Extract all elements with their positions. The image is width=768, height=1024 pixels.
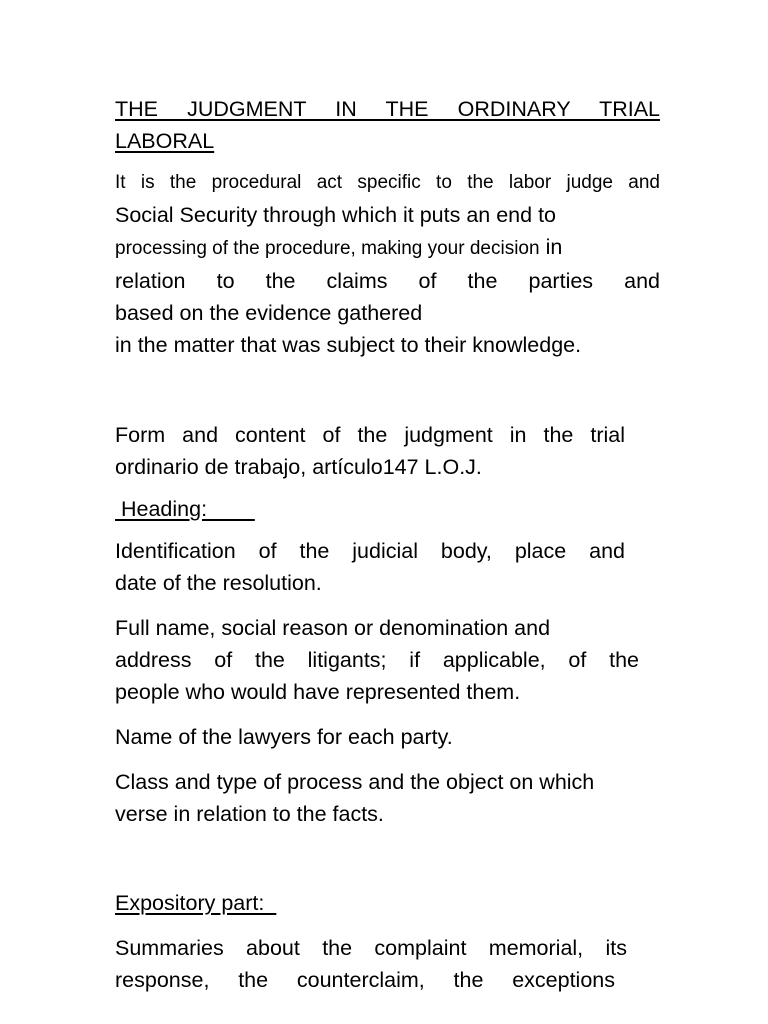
heading-section	[115, 493, 660, 525]
intro-paragraph	[115, 167, 660, 361]
document-title-line-1: THE JUDGMENT IN THE ORDINARY TRIAL	[115, 97, 660, 121]
identification-line-2: date of the resolution.	[115, 571, 322, 595]
lawyers-paragraph	[115, 721, 660, 753]
intro-line-3	[115, 231, 660, 265]
document-title-line-2: LABORAL	[115, 129, 215, 153]
intro-line-5: based on the evidence gathered	[115, 301, 423, 325]
summaries-paragraph	[115, 932, 660, 996]
document-page	[115, 93, 660, 996]
intro-line-1: It is the procedural act specific to the labor judge and	[115, 172, 660, 193]
class-line-1: Class and type of process and the object on which	[115, 770, 595, 794]
heading-label: Heading:	[115, 497, 255, 521]
intro-line-2: Social Security through which it puts an end to	[115, 203, 557, 227]
intro-line-4: relation to the claims of the parties and	[115, 269, 660, 293]
fullname-line-1: Full name, social reason or denomination and	[115, 616, 551, 640]
identification-paragraph	[115, 535, 660, 599]
summaries-line-1: Summaries about the complaint memorial, its	[115, 936, 627, 960]
form-line-1: Form and content of the judgment in the trial	[115, 423, 625, 447]
intro-line-3-end: in	[545, 235, 563, 259]
class-paragraph	[115, 766, 660, 830]
intro-line-3-text: processing of the procedure, making your decision	[115, 238, 540, 259]
class-line-2: verse in relation to the facts.	[115, 802, 384, 826]
summaries-line-2: response, the counterclaim, the exceptions	[115, 968, 615, 992]
expository-section	[115, 887, 660, 919]
fullname-line-3: people who would have represented them.	[115, 680, 521, 704]
lawyers-line: Name of the lawyers for each party.	[115, 725, 453, 749]
fullname-line-2: address of the litigants; if applicable, of the	[115, 648, 639, 672]
form-line-2: ordinario de trabajo, artículo147 L.O.J.	[115, 455, 482, 479]
fullname-paragraph	[115, 612, 660, 708]
expository-label: Expository part:	[115, 891, 277, 915]
identification-line-1: Identification of the judicial body, place and	[115, 539, 625, 563]
intro-line-6: in the matter that was subject to their knowledge.	[115, 333, 582, 357]
form-section	[115, 419, 660, 483]
